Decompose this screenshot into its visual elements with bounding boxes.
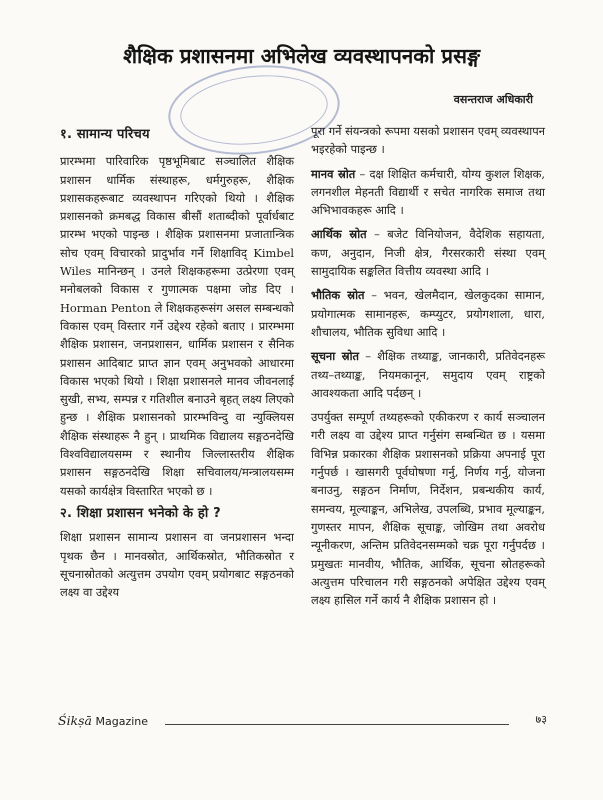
information-resource-text: – शैक्षिक तथ्याङ्क, जानकारी, प्रतिवेदनहरू तथ्य–तथ्याङ्क, नियमकानून, समुदाय एवम् राष्ट्रको आवश्यकता आदि पर्दछन् ।	[311, 349, 545, 400]
magazine-name-rest: Magazine	[92, 715, 149, 728]
section-2-body: शिक्षा प्रशासन सामान्य प्रशासन वा जनप्रशासन भन्दा पृथक छैन । मानवस्रोत, आर्थिकस्रोत, भौतिकस्रोत र सूचनास्रोतको अत्युत्तम उपयोग एवम् प्रयोगबाट सङ्गठनको लक्ष्य वा उद्देश्य	[60, 530, 294, 600]
footer-rule	[165, 724, 509, 725]
closing-paragraph: उपर्युक्त सम्पूर्ण तथ्यहरूको एकीकरण र कार्य सञ्चालन गरी लक्ष्य वा उद्देश्य प्राप्त गर्नुसंग सम्बन्धित छ । यसमा विभिन्न प्रकारका शैक्षिक प्रशासनको प्रक्रिया अपनाई पूरा गर्नुपर्छ । खासगरी पूर्वघोषणा गर्नु, निर्णय गर्नु, योजना बनाउनु, सङ्गठन निर्माण, निर्देशन, प्रबन्धकीय कार्य, समन्वय, मूल्याङ्कन, अभिलेख, उपलब्धि, प्रभाव मूल्याङ्कन, गुणस्तर मापन, शैक्षिक सूचाङ्क, जोखिम तथा अवरोध न्यूनीकरण, अन्तिम प्रतिवेदनसम्मको चक्र पूरा गर्नुपर्दछ । प्रमुखतः मानवीय, भौतिक, आर्थिक, सूचना स्रोतहरूको अत्युत्तम परिचालन गरी सङ्गठनको अपेक्षित उद्देश्य एवम् लक्ष्य हासिल गर्ने कार्य नै शैक्षिक प्रशासन हो ।	[311, 410, 545, 608]
section-heading-2: २. शिक्षा प्रशासन भनेको के हो ?	[60, 505, 221, 521]
author-name: वसन्तराज अधिकारी	[453, 93, 533, 106]
physical-resource-term: भौतिक स्रोत	[311, 288, 365, 303]
human-resource-term: मानव स्रोत	[311, 166, 356, 181]
economic-resource-paragraph	[311, 225, 545, 280]
magazine-name-italic: Śikṣā	[58, 713, 93, 728]
left-column	[60, 122, 294, 601]
article-title: शैक्षिक प्रशासनमा अभिलेख व्यवस्थापनको प्रसङ्ग	[123, 44, 480, 68]
human-resource-text: – दक्ष शिक्षित कर्मचारी, योग्य कुशल शिक्षक, लगनशील मेहनती विद्यार्थी र सचेत नागरिक समाज तथा अभिभावकहरू आदि ।	[311, 166, 545, 218]
section-heading-1: १. सामान्य परिचय	[60, 127, 150, 142]
human-resource-paragraph	[311, 165, 545, 220]
physical-resource-text: – भवन, खेलमैदान, खेलकुदका सामान, प्रयोगात्मक सामानहरू, कम्प्युटर, प्रयोगशाला, धारा, शौचालय, भौतिक सुविधा आदि ।	[311, 288, 545, 339]
intro-paragraph: पूरा गर्ने संयन्त्रको रूपमा यसको प्रशासन एवम् व्यवस्थापन भइरहेको पाइन्छ ।	[311, 124, 545, 157]
right-column	[311, 122, 545, 609]
magazine-name	[58, 713, 148, 728]
economic-resource-term: आर्थिक स्रोत	[311, 227, 367, 242]
physical-resource-paragraph	[311, 286, 545, 341]
section-1-body: प्रारम्भमा पारिवारिक पृष्ठभूमिबाट सञ्चालित शैक्षिक प्रशासन धार्मिक संस्थाहरू, धर्मगुरुहरू, शैक्षिक प्रशासकहरूबाट व्यवस्थापन गरिएको थियो । शैक्षिक प्रशासनको क्रमबद्ध विकास बीसौं शताब्दीको पूर्वार्धबाट प्रारम्भ भएको पाइन्छ । शैक्षिक प्रशासनमा प्रजातान्त्रिक सोच एवम् विचारको प्रादुर्भाव गर्ने शिक्षाविद् Kimbel Wiles मानिन्छन् । उनले शिक्षकहरूमा उत्प्रेरणा एवम् मनोबलको विकास र गुणात्मक पक्षमा जोड दिए । Horman Penton ले शिक्षकहरूसंग असल सम्बन्धको विकास एवम् विस्तार गर्ने उद्देश्य रहेको बताए । प्रारम्भमा शैक्षिक प्रशासन, जनप्रशासन, धार्मिक प्रशासन र सैनिक प्रशासन आदिबाट प्राप्त ज्ञान एवम् अनुभवको आधारमा विकास भएको थियो । शिक्षा प्रशासनले मानव जीवनलाई सुखी, सभ्य, सम्पन्न र गतिशील बनाउने बृहत् लक्ष्य लिएको हुन्छ । शैक्षिक प्रशासनको प्रारम्भविन्दु वा न्युक्लियस शैक्षिक संस्थाहरू नै हुन् । प्राथमिक विद्यालय सङ्गठनदेखि विश्वविद्यालयसम्म र स्थानीय जिल्लास्तरीय शैक्षिक प्रशासन सङ्गठनदेखि शिक्षा सचिवालय/मन्त्रालयसम्म यसको कार्यक्षेत्र विस्तारित भएको छ ।	[60, 154, 294, 498]
information-resource-paragraph	[311, 347, 545, 402]
page-footer	[58, 712, 547, 730]
page-number: ७३	[535, 713, 547, 726]
economic-resource-text: – बजेट विनियोजन, वैदेशिक सहायता, कण, अनुदान, निजी क्षेत्र, गैरसरकारी संस्था एवम् सामुदायिक सङ्कलित वित्तीय व्यवस्था आदि ।	[311, 227, 545, 279]
information-resource-term: सूचना स्रोत	[311, 349, 360, 364]
